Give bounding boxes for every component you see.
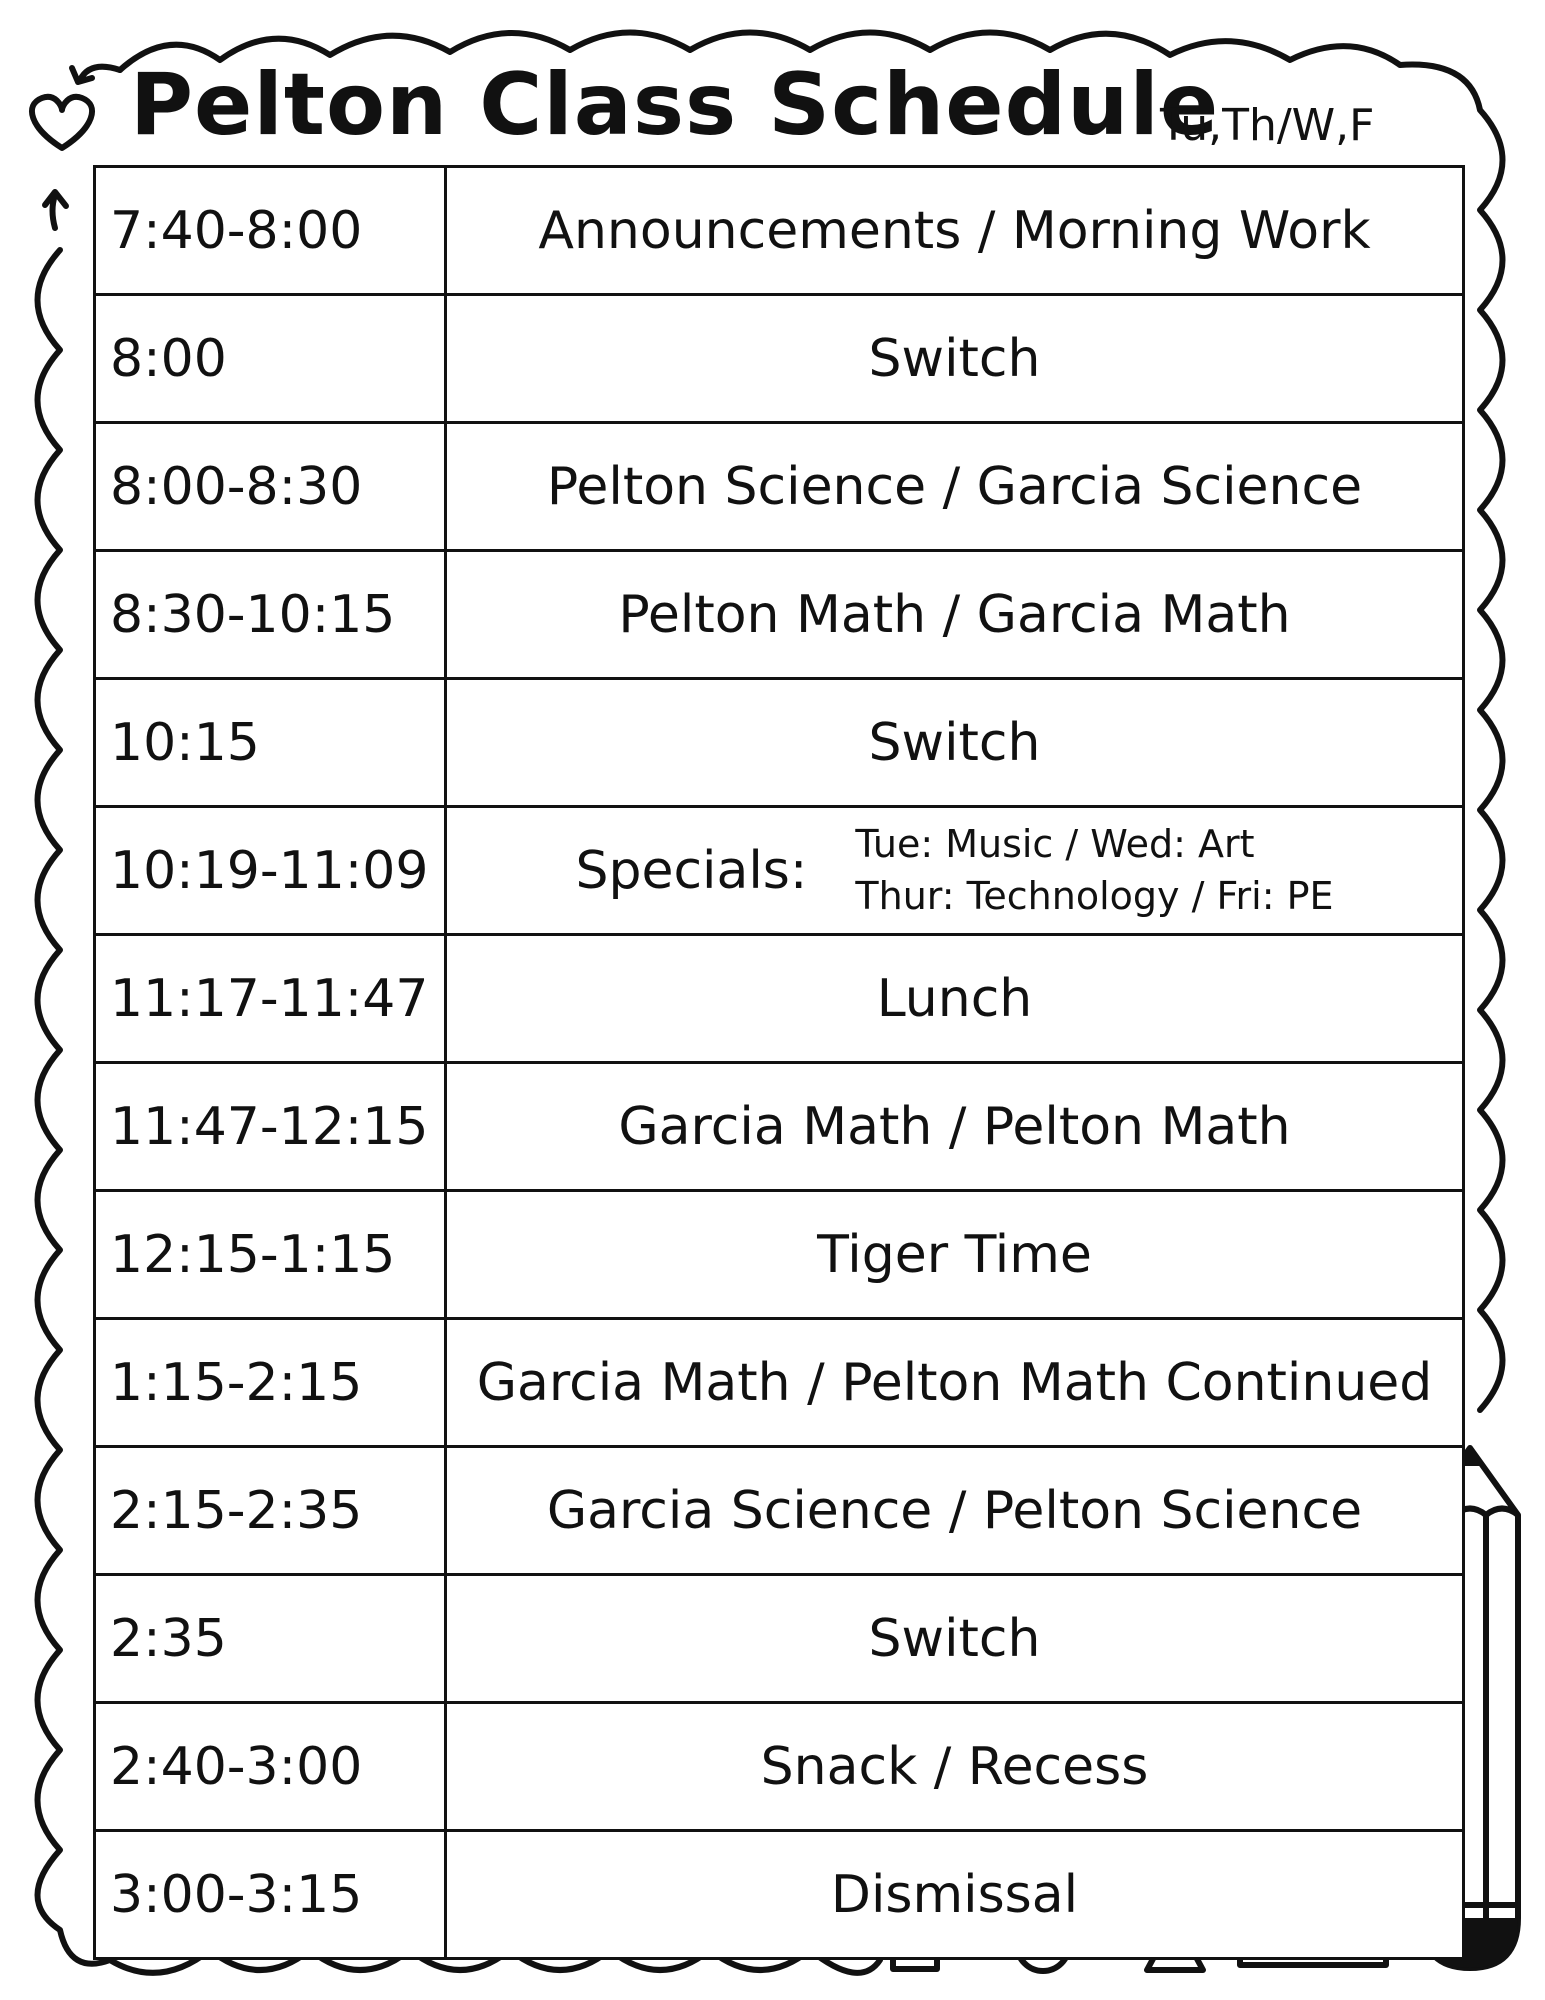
table-row [95, 1447, 1464, 1575]
time-cell: 8:00 [95, 295, 446, 423]
time-cell: 1:15-2:15 [95, 1319, 446, 1447]
specials-line: Tue: Music / Wed: Art [855, 822, 1255, 867]
activity-cell: Announcements / Morning Work [446, 167, 1464, 295]
time-cell: 11:47-12:15 [95, 1063, 446, 1191]
specials-line: Thur: Technology / Fri: PE [855, 873, 1334, 918]
time-cell: 12:15-1:15 [95, 1191, 446, 1319]
time-cell: 2:35 [95, 1575, 446, 1703]
table-row [95, 423, 1464, 551]
activity-cell: Garcia Science / Pelton Science [446, 1447, 1464, 1575]
time-cell: 8:30-10:15 [95, 551, 446, 679]
table-row [95, 807, 1464, 935]
table-row [95, 167, 1464, 295]
arrow-left-top [45, 192, 66, 228]
arrow-top-left [72, 67, 120, 82]
table-row [95, 1703, 1464, 1831]
table-row [95, 679, 1464, 807]
table-row [95, 1063, 1464, 1191]
activity-cell: Dismissal [446, 1831, 1464, 1959]
activity-cell: Snack / Recess [446, 1703, 1464, 1831]
time-cell: 2:15-2:35 [95, 1447, 446, 1575]
time-cell: 2:40-3:00 [95, 1703, 446, 1831]
table-row [95, 551, 1464, 679]
activity-cell: Lunch [446, 935, 1464, 1063]
activity-cell: Garcia Math / Pelton Math [446, 1063, 1464, 1191]
time-cell: 10:15 [95, 679, 446, 807]
table-row [95, 1319, 1464, 1447]
specials-label: Specials: [575, 840, 808, 901]
schedule-table [93, 165, 1465, 1960]
time-cell: 3:00-3:15 [95, 1831, 446, 1959]
specials-cell [446, 807, 1464, 935]
time-cell: 8:00-8:30 [95, 423, 446, 551]
activity-cell: Switch [446, 679, 1464, 807]
table-row [95, 1191, 1464, 1319]
time-cell: 10:19-11:09 [95, 807, 446, 935]
table-row [95, 295, 1464, 423]
schedule-days: Tu,Th/W,F [1160, 100, 1375, 151]
heart-icon [32, 97, 92, 148]
time-cell: 11:17-11:47 [95, 935, 446, 1063]
activity-cell: Switch [446, 295, 1464, 423]
table-row [95, 1575, 1464, 1703]
activity-cell: Pelton Math / Garcia Math [446, 551, 1464, 679]
activity-cell: Pelton Science / Garcia Science [446, 423, 1464, 551]
table-row [95, 1831, 1464, 1959]
activity-cell: Switch [446, 1575, 1464, 1703]
activity-cell: Tiger Time [446, 1191, 1464, 1319]
time-cell: 7:40-8:00 [95, 167, 446, 295]
table-row [95, 935, 1464, 1063]
activity-cell: Garcia Math / Pelton Math Continued [446, 1319, 1464, 1447]
page-title: Pelton Class Schedule [130, 55, 1220, 155]
